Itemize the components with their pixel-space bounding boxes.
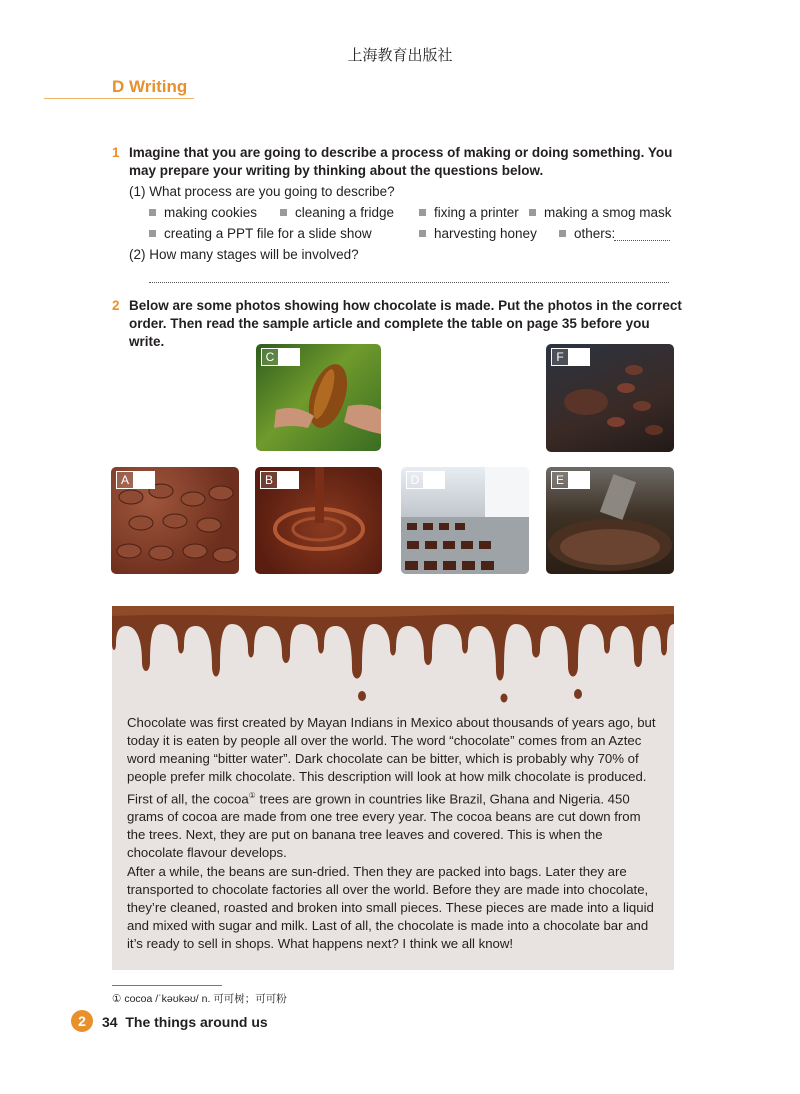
option-others: others: xyxy=(559,226,615,241)
section-title-underline xyxy=(44,98,194,99)
answer-box-d[interactable]: D xyxy=(406,471,445,489)
option-ppt-file: creating a PPT file for a slide show xyxy=(149,226,372,241)
option-smog-mask: making a smog mask xyxy=(529,205,672,220)
bullet-square-icon xyxy=(149,230,156,237)
option-harvesting-honey: harvesting honey xyxy=(419,226,537,241)
footnote-cocoa: ① cocoa /ˈkəʊkəʊ/ n. 可可树；可可粉 xyxy=(112,993,287,1005)
answer-box-e[interactable]: E xyxy=(551,471,590,489)
page-number: 34 xyxy=(102,1014,118,1030)
bullet-square-icon xyxy=(419,230,426,237)
bullet-square-icon xyxy=(559,230,566,237)
photo-a-dried-beans xyxy=(111,467,239,574)
question-2 xyxy=(112,297,682,351)
question-1-number: 1 xyxy=(112,145,120,160)
question-2-prompt: Below are some photos showing how chocolate is made. Put the photos in the correct order. Then read the sample article and complete the table on page 35 before you write. xyxy=(129,298,682,349)
q1-subquestion-1: (1) What process are you going to describe? xyxy=(129,184,395,199)
answer-box-a[interactable]: A xyxy=(116,471,155,489)
bullet-square-icon xyxy=(280,209,287,216)
question-2-number: 2 xyxy=(112,298,120,313)
answer-box-f[interactable]: F xyxy=(551,348,590,366)
sample-article xyxy=(112,606,674,970)
bullet-square-icon xyxy=(149,209,156,216)
footnote-rule xyxy=(112,985,222,986)
option-cleaning-fridge: cleaning a fridge xyxy=(280,205,394,220)
publisher-header: 上海教育出版社 xyxy=(347,46,453,64)
photo-b-liquid-chocolate xyxy=(255,467,382,574)
question-1 xyxy=(112,144,682,180)
bullet-square-icon xyxy=(529,209,536,216)
unit-title: The things around us xyxy=(125,1014,268,1030)
q1-subquestion-2: (2) How many stages will be involved? xyxy=(129,247,359,262)
section-title: D Writing xyxy=(112,77,188,96)
photo-e-roasting xyxy=(546,467,674,574)
photo-d-factory-line xyxy=(401,467,529,574)
option-making-cookies: making cookies xyxy=(149,205,257,220)
bullet-square-icon xyxy=(419,209,426,216)
option-fixing-printer: fixing a printer xyxy=(419,205,519,220)
article-text xyxy=(127,714,659,954)
others-answer-line[interactable] xyxy=(614,240,670,241)
question-1-prompt: Imagine that you are going to describe a process of making or doing something. You may prepare your writing by thinking about the questions below. xyxy=(129,145,673,178)
footnote-marker[interactable]: ① xyxy=(248,791,256,800)
photo-c-cocoa-pod xyxy=(256,344,381,451)
photo-f-cocoa-beans-spoon xyxy=(546,344,674,452)
article-paragraph-1: Chocolate was first created by Mayan Indians in Mexico about thousands of years ago, but today it is eaten by people all over the world. The word “chocolate” comes from an Aztec word meaning “bitter water”. Dark chocolate can be bitter, which is probably why 70% of people prefer milk chocolate. This description will look at how milk chocolate is produced. xyxy=(127,715,656,784)
answer-box-b[interactable]: B xyxy=(260,471,299,489)
unit-badge: 2 xyxy=(71,1010,93,1032)
stages-answer-line[interactable] xyxy=(149,282,669,283)
answer-box-c[interactable]: C xyxy=(261,348,300,366)
article-paragraph-3: After a while, the beans are sun-dried. Then they are packed into bags. Later they are transported to chocolate factories all over the world. Before they are made into chocolate, they’re cleaned, roasted and broken into small pieces. These pieces are made into a liquid and mixed with sugar and milk. Last of all, the chocolate is made into a chocolate bar and it’s ready to sell in shops. What happens next? I think we all know! xyxy=(127,864,654,952)
chocolate-drip-decoration xyxy=(112,606,674,716)
article-paragraph-2: First of all, the cocoa① trees are grown in countries like Brazil, Ghana and Nigeria. 450 grams of cocoa are made from one tree every year. The cocoa beans are cut down from the trees. Next, they are put on banana tree leaves and covered. This is when the chocolate flavour develops. xyxy=(127,791,641,861)
page-footer xyxy=(102,1014,268,1030)
